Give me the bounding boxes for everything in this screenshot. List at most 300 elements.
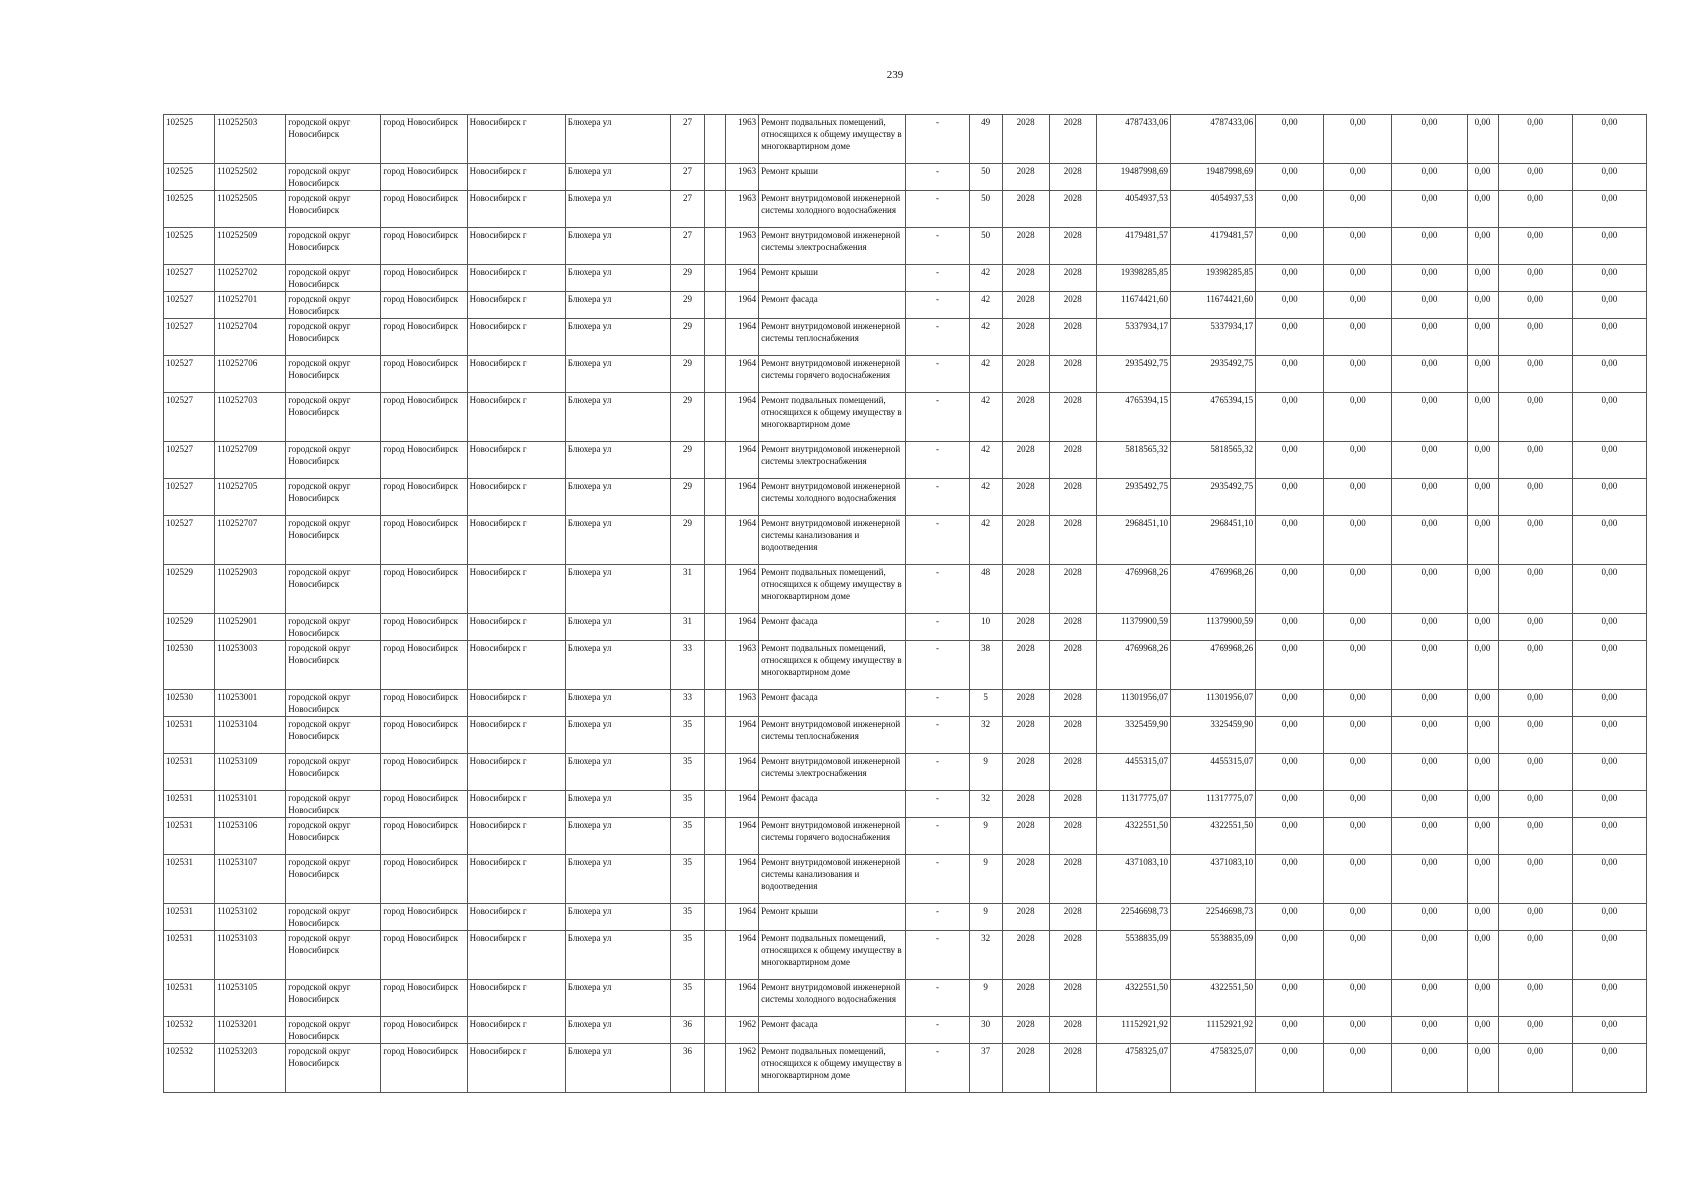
table-row: [164, 690, 1647, 717]
cost-total-cell: 4455315,07: [1170, 754, 1255, 791]
cost-cell: 2935492,75: [1096, 479, 1170, 516]
street-cell: Блюхера ул: [565, 393, 670, 442]
amount-cell: 0,00: [1572, 717, 1646, 754]
plan-year-cell: 2028: [1002, 931, 1049, 980]
end-year-cell: 2028: [1049, 228, 1096, 265]
house-cell: 27: [670, 228, 704, 265]
dash-cell: -: [906, 754, 969, 791]
street-cell: Блюхера ул: [565, 641, 670, 690]
locality-cell: Новосибирск г: [467, 931, 565, 980]
city-cell: город Новосибирск: [381, 980, 467, 1017]
house-cell: 33: [670, 641, 704, 690]
year-built-cell: 1964: [726, 614, 759, 641]
amount-cell: 0,00: [1498, 931, 1572, 980]
amount-cell: 0,00: [1324, 442, 1392, 479]
wear-cell: 50: [969, 164, 1002, 191]
city-cell: город Новосибирск: [381, 115, 467, 164]
code-cell: 110252505: [215, 191, 286, 228]
plan-year-cell: 2028: [1002, 690, 1049, 717]
amount-cell: 0,00: [1572, 164, 1646, 191]
code-cell: 110252704: [215, 319, 286, 356]
cost-cell: 4758325,07: [1096, 1044, 1170, 1093]
city-cell: город Новосибирск: [381, 319, 467, 356]
id-cell: 102531: [164, 980, 215, 1017]
house-cell: 36: [670, 1044, 704, 1093]
year-built-cell: 1964: [726, 565, 759, 614]
city-cell: город Новосибирск: [381, 292, 467, 319]
year-built-cell: 1964: [726, 516, 759, 565]
amount-cell: 0,00: [1256, 442, 1324, 479]
district-cell: городской округ Новосибирск: [286, 164, 381, 191]
cost-total-cell: 4179481,57: [1170, 228, 1255, 265]
table-row: [164, 855, 1647, 904]
locality-cell: Новосибирск г: [467, 191, 565, 228]
id-cell: 102529: [164, 614, 215, 641]
locality-cell: Новосибирск г: [467, 818, 565, 855]
city-cell: город Новосибирск: [381, 690, 467, 717]
amount-cell: 0,00: [1498, 319, 1572, 356]
id-cell: 102527: [164, 356, 215, 393]
end-year-cell: 2028: [1049, 791, 1096, 818]
dash-cell: -: [906, 356, 969, 393]
amount-cell: 0,00: [1324, 791, 1392, 818]
district-cell: городской округ Новосибирск: [286, 265, 381, 292]
dash-cell: -: [906, 791, 969, 818]
code-cell: 110252707: [215, 516, 286, 565]
district-cell: городской округ Новосибирск: [286, 1017, 381, 1044]
plan-year-cell: 2028: [1002, 818, 1049, 855]
house-cell: 35: [670, 904, 704, 931]
dash-cell: -: [906, 818, 969, 855]
end-year-cell: 2028: [1049, 1017, 1096, 1044]
building-cell: [705, 356, 726, 393]
amount-cell: 0,00: [1467, 442, 1498, 479]
district-cell: городской округ Новосибирск: [286, 228, 381, 265]
amount-cell: 0,00: [1467, 904, 1498, 931]
cost-total-cell: 4371083,10: [1170, 855, 1255, 904]
city-cell: город Новосибирск: [381, 442, 467, 479]
code-cell: 110252702: [215, 265, 286, 292]
year-built-cell: 1964: [726, 904, 759, 931]
amount-cell: 0,00: [1572, 931, 1646, 980]
plan-year-cell: 2028: [1002, 717, 1049, 754]
dash-cell: -: [906, 516, 969, 565]
amount-cell: 0,00: [1256, 641, 1324, 690]
building-cell: [705, 818, 726, 855]
building-cell: [705, 641, 726, 690]
building-cell: [705, 479, 726, 516]
end-year-cell: 2028: [1049, 818, 1096, 855]
cost-cell: 2935492,75: [1096, 356, 1170, 393]
amount-cell: 0,00: [1498, 641, 1572, 690]
code-cell: 110252903: [215, 565, 286, 614]
code-cell: 110253103: [215, 931, 286, 980]
amount-cell: 0,00: [1572, 228, 1646, 265]
work-type-cell: Ремонт внутридомовой инженерной системы теплоснабжения: [759, 319, 906, 356]
amount-cell: 0,00: [1392, 717, 1467, 754]
dash-cell: -: [906, 228, 969, 265]
dash-cell: -: [906, 292, 969, 319]
wear-cell: 42: [969, 292, 1002, 319]
locality-cell: Новосибирск г: [467, 164, 565, 191]
wear-cell: 42: [969, 516, 1002, 565]
district-cell: городской округ Новосибирск: [286, 980, 381, 1017]
district-cell: городской округ Новосибирск: [286, 1044, 381, 1093]
amount-cell: 0,00: [1324, 265, 1392, 292]
amount-cell: 0,00: [1498, 191, 1572, 228]
work-type-cell: Ремонт крыши: [759, 904, 906, 931]
end-year-cell: 2028: [1049, 164, 1096, 191]
street-cell: Блюхера ул: [565, 614, 670, 641]
cost-cell: 4765394,15: [1096, 393, 1170, 442]
amount-cell: 0,00: [1324, 980, 1392, 1017]
work-type-cell: Ремонт внутридомовой инженерной системы горячего водоснабжения: [759, 818, 906, 855]
amount-cell: 0,00: [1392, 292, 1467, 319]
amount-cell: 0,00: [1256, 931, 1324, 980]
cost-cell: 5538835,09: [1096, 931, 1170, 980]
locality-cell: Новосибирск г: [467, 1044, 565, 1093]
wear-cell: 42: [969, 319, 1002, 356]
amount-cell: 0,00: [1498, 855, 1572, 904]
amount-cell: 0,00: [1256, 717, 1324, 754]
house-cell: 35: [670, 980, 704, 1017]
id-cell: 102532: [164, 1044, 215, 1093]
end-year-cell: 2028: [1049, 855, 1096, 904]
id-cell: 102529: [164, 565, 215, 614]
plan-year-cell: 2028: [1002, 1017, 1049, 1044]
cost-cell: 19487998,69: [1096, 164, 1170, 191]
wear-cell: 42: [969, 265, 1002, 292]
work-type-cell: Ремонт подвальных помещений, относящихся к общему имуществу в многоквартирном доме: [759, 115, 906, 164]
code-cell: 110252705: [215, 479, 286, 516]
dash-cell: -: [906, 479, 969, 516]
amount-cell: 0,00: [1324, 191, 1392, 228]
building-cell: [705, 931, 726, 980]
plan-year-cell: 2028: [1002, 980, 1049, 1017]
district-cell: городской округ Новосибирск: [286, 614, 381, 641]
amount-cell: 0,00: [1572, 754, 1646, 791]
building-cell: [705, 442, 726, 479]
amount-cell: 0,00: [1392, 980, 1467, 1017]
work-type-cell: Ремонт внутридомовой инженерной системы горячего водоснабжения: [759, 356, 906, 393]
amount-cell: 0,00: [1467, 479, 1498, 516]
code-cell: 110253101: [215, 791, 286, 818]
house-cell: 35: [670, 931, 704, 980]
cost-cell: 4371083,10: [1096, 855, 1170, 904]
amount-cell: 0,00: [1467, 614, 1498, 641]
plan-year-cell: 2028: [1002, 442, 1049, 479]
table-row: [164, 565, 1647, 614]
cost-cell: 4769968,26: [1096, 641, 1170, 690]
city-cell: город Новосибирск: [381, 1017, 467, 1044]
work-type-cell: Ремонт внутридомовой инженерной системы холодного водоснабжения: [759, 980, 906, 1017]
amount-cell: 0,00: [1392, 641, 1467, 690]
cost-cell: 4322551,50: [1096, 818, 1170, 855]
plan-year-cell: 2028: [1002, 265, 1049, 292]
city-cell: город Новосибирск: [381, 356, 467, 393]
amount-cell: 0,00: [1392, 904, 1467, 931]
amount-cell: 0,00: [1256, 393, 1324, 442]
work-type-cell: Ремонт внутридомовой инженерной системы канализования и водоотведения: [759, 516, 906, 565]
cost-cell: 3325459,90: [1096, 717, 1170, 754]
wear-cell: 10: [969, 614, 1002, 641]
cost-total-cell: 5818565,32: [1170, 442, 1255, 479]
locality-cell: Новосибирск г: [467, 690, 565, 717]
amount-cell: 0,00: [1256, 690, 1324, 717]
plan-year-cell: 2028: [1002, 904, 1049, 931]
year-built-cell: 1964: [726, 442, 759, 479]
amount-cell: 0,00: [1467, 717, 1498, 754]
wear-cell: 32: [969, 931, 1002, 980]
building-cell: [705, 393, 726, 442]
amount-cell: 0,00: [1392, 1044, 1467, 1093]
work-type-cell: Ремонт крыши: [759, 164, 906, 191]
code-cell: 110253107: [215, 855, 286, 904]
locality-cell: Новосибирск г: [467, 442, 565, 479]
code-cell: 110252509: [215, 228, 286, 265]
amount-cell: 0,00: [1572, 855, 1646, 904]
district-cell: городской округ Новосибирск: [286, 641, 381, 690]
locality-cell: Новосибирск г: [467, 641, 565, 690]
amount-cell: 0,00: [1572, 319, 1646, 356]
cost-total-cell: 2968451,10: [1170, 516, 1255, 565]
plan-year-cell: 2028: [1002, 754, 1049, 791]
street-cell: Блюхера ул: [565, 516, 670, 565]
amount-cell: 0,00: [1324, 319, 1392, 356]
amount-cell: 0,00: [1467, 791, 1498, 818]
code-cell: 110253102: [215, 904, 286, 931]
street-cell: Блюхера ул: [565, 115, 670, 164]
cost-total-cell: 4322551,50: [1170, 818, 1255, 855]
work-type-cell: Ремонт внутридомовой инженерной системы электроснабжения: [759, 754, 906, 791]
cost-total-cell: 4769968,26: [1170, 565, 1255, 614]
wear-cell: 42: [969, 356, 1002, 393]
id-cell: 102531: [164, 791, 215, 818]
cost-cell: 4787433,06: [1096, 115, 1170, 164]
cost-total-cell: 4765394,15: [1170, 393, 1255, 442]
plan-year-cell: 2028: [1002, 393, 1049, 442]
city-cell: город Новосибирск: [381, 164, 467, 191]
house-cell: 29: [670, 292, 704, 319]
id-cell: 102531: [164, 717, 215, 754]
code-cell: 110252901: [215, 614, 286, 641]
end-year-cell: 2028: [1049, 479, 1096, 516]
table-row: [164, 319, 1647, 356]
city-cell: город Новосибирск: [381, 393, 467, 442]
id-cell: 102532: [164, 1017, 215, 1044]
cost-cell: 11301956,07: [1096, 690, 1170, 717]
street-cell: Блюхера ул: [565, 565, 670, 614]
dash-cell: -: [906, 1044, 969, 1093]
house-cell: 35: [670, 717, 704, 754]
year-built-cell: 1964: [726, 393, 759, 442]
amount-cell: 0,00: [1256, 115, 1324, 164]
amount-cell: 0,00: [1498, 356, 1572, 393]
cost-cell: 4455315,07: [1096, 754, 1170, 791]
wear-cell: 9: [969, 754, 1002, 791]
cost-total-cell: 4758325,07: [1170, 1044, 1255, 1093]
cost-cell: 5337934,17: [1096, 319, 1170, 356]
amount-cell: 0,00: [1256, 818, 1324, 855]
city-cell: город Новосибирск: [381, 855, 467, 904]
city-cell: город Новосибирск: [381, 931, 467, 980]
amount-cell: 0,00: [1498, 791, 1572, 818]
amount-cell: 0,00: [1392, 818, 1467, 855]
amount-cell: 0,00: [1467, 754, 1498, 791]
amount-cell: 0,00: [1467, 980, 1498, 1017]
end-year-cell: 2028: [1049, 614, 1096, 641]
district-cell: городской округ Новосибирск: [286, 855, 381, 904]
plan-year-cell: 2028: [1002, 292, 1049, 319]
house-cell: 29: [670, 356, 704, 393]
amount-cell: 0,00: [1467, 265, 1498, 292]
cost-cell: 4322551,50: [1096, 980, 1170, 1017]
street-cell: Блюхера ул: [565, 479, 670, 516]
amount-cell: 0,00: [1467, 855, 1498, 904]
table-row: [164, 818, 1647, 855]
code-cell: 110252502: [215, 164, 286, 191]
dash-cell: -: [906, 904, 969, 931]
amount-cell: 0,00: [1256, 980, 1324, 1017]
building-cell: [705, 115, 726, 164]
table-row: [164, 393, 1647, 442]
amount-cell: 0,00: [1498, 393, 1572, 442]
amount-cell: 0,00: [1498, 164, 1572, 191]
plan-year-cell: 2028: [1002, 516, 1049, 565]
id-cell: 102527: [164, 319, 215, 356]
city-cell: город Новосибирск: [381, 904, 467, 931]
code-cell: 110253109: [215, 754, 286, 791]
amount-cell: 0,00: [1324, 754, 1392, 791]
amount-cell: 0,00: [1572, 614, 1646, 641]
dash-cell: -: [906, 115, 969, 164]
amount-cell: 0,00: [1467, 690, 1498, 717]
locality-cell: Новосибирск г: [467, 855, 565, 904]
plan-year-cell: 2028: [1002, 565, 1049, 614]
year-built-cell: 1964: [726, 855, 759, 904]
district-cell: городской округ Новосибирск: [286, 690, 381, 717]
cost-total-cell: 11301956,07: [1170, 690, 1255, 717]
city-cell: город Новосибирск: [381, 818, 467, 855]
city-cell: город Новосибирск: [381, 565, 467, 614]
amount-cell: 0,00: [1256, 791, 1324, 818]
cost-cell: 11674421,60: [1096, 292, 1170, 319]
locality-cell: Новосибирск г: [467, 319, 565, 356]
end-year-cell: 2028: [1049, 191, 1096, 228]
street-cell: Блюхера ул: [565, 980, 670, 1017]
amount-cell: 0,00: [1324, 931, 1392, 980]
cost-cell: 4054937,53: [1096, 191, 1170, 228]
amount-cell: 0,00: [1324, 393, 1392, 442]
dash-cell: -: [906, 690, 969, 717]
amount-cell: 0,00: [1572, 690, 1646, 717]
end-year-cell: 2028: [1049, 442, 1096, 479]
street-cell: Блюхера ул: [565, 690, 670, 717]
table-row: [164, 931, 1647, 980]
street-cell: Блюхера ул: [565, 818, 670, 855]
year-built-cell: 1962: [726, 1017, 759, 1044]
plan-year-cell: 2028: [1002, 614, 1049, 641]
work-type-cell: Ремонт внутридомовой инженерной системы холодного водоснабжения: [759, 479, 906, 516]
street-cell: Блюхера ул: [565, 164, 670, 191]
amount-cell: 0,00: [1498, 1044, 1572, 1093]
amount-cell: 0,00: [1256, 191, 1324, 228]
dash-cell: -: [906, 717, 969, 754]
amount-cell: 0,00: [1467, 356, 1498, 393]
end-year-cell: 2028: [1049, 904, 1096, 931]
year-built-cell: 1963: [726, 164, 759, 191]
plan-year-cell: 2028: [1002, 1044, 1049, 1093]
amount-cell: 0,00: [1256, 1044, 1324, 1093]
end-year-cell: 2028: [1049, 931, 1096, 980]
building-cell: [705, 980, 726, 1017]
wear-cell: 32: [969, 791, 1002, 818]
building-cell: [705, 1017, 726, 1044]
city-cell: город Новосибирск: [381, 791, 467, 818]
cost-cell: 4179481,57: [1096, 228, 1170, 265]
amount-cell: 0,00: [1498, 818, 1572, 855]
cost-total-cell: 11674421,60: [1170, 292, 1255, 319]
amount-cell: 0,00: [1467, 516, 1498, 565]
amount-cell: 0,00: [1572, 115, 1646, 164]
amount-cell: 0,00: [1324, 855, 1392, 904]
street-cell: Блюхера ул: [565, 265, 670, 292]
amount-cell: 0,00: [1324, 641, 1392, 690]
table-row: [164, 717, 1647, 754]
house-cell: 29: [670, 516, 704, 565]
plan-year-cell: 2028: [1002, 319, 1049, 356]
cost-total-cell: 11379900,59: [1170, 614, 1255, 641]
end-year-cell: 2028: [1049, 516, 1096, 565]
work-type-cell: Ремонт фасада: [759, 614, 906, 641]
building-cell: [705, 292, 726, 319]
amount-cell: 0,00: [1572, 393, 1646, 442]
amount-cell: 0,00: [1572, 980, 1646, 1017]
work-type-cell: Ремонт подвальных помещений, относящихся к общему имуществу в многоквартирном доме: [759, 1044, 906, 1093]
city-cell: город Новосибирск: [381, 265, 467, 292]
end-year-cell: 2028: [1049, 115, 1096, 164]
wear-cell: 9: [969, 855, 1002, 904]
building-cell: [705, 717, 726, 754]
amount-cell: 0,00: [1467, 319, 1498, 356]
amount-cell: 0,00: [1467, 228, 1498, 265]
cost-total-cell: 3325459,90: [1170, 717, 1255, 754]
work-type-cell: Ремонт фасада: [759, 791, 906, 818]
cost-total-cell: 5337934,17: [1170, 319, 1255, 356]
cost-cell: 2968451,10: [1096, 516, 1170, 565]
cost-total-cell: 4054937,53: [1170, 191, 1255, 228]
cost-total-cell: 4769968,26: [1170, 641, 1255, 690]
dash-cell: -: [906, 164, 969, 191]
table-row: [164, 904, 1647, 931]
wear-cell: 50: [969, 191, 1002, 228]
building-cell: [705, 904, 726, 931]
table-row: [164, 791, 1647, 818]
amount-cell: 0,00: [1572, 442, 1646, 479]
building-cell: [705, 855, 726, 904]
locality-cell: Новосибирск г: [467, 292, 565, 319]
street-cell: Блюхера ул: [565, 904, 670, 931]
amount-cell: 0,00: [1256, 904, 1324, 931]
id-cell: 102527: [164, 442, 215, 479]
cost-total-cell: 2935492,75: [1170, 479, 1255, 516]
work-type-cell: Ремонт внутридомовой инженерной системы канализования и водоотведения: [759, 855, 906, 904]
amount-cell: 0,00: [1467, 292, 1498, 319]
city-cell: город Новосибирск: [381, 516, 467, 565]
district-cell: городской округ Новосибирск: [286, 818, 381, 855]
wear-cell: 37: [969, 1044, 1002, 1093]
street-cell: Блюхера ул: [565, 791, 670, 818]
